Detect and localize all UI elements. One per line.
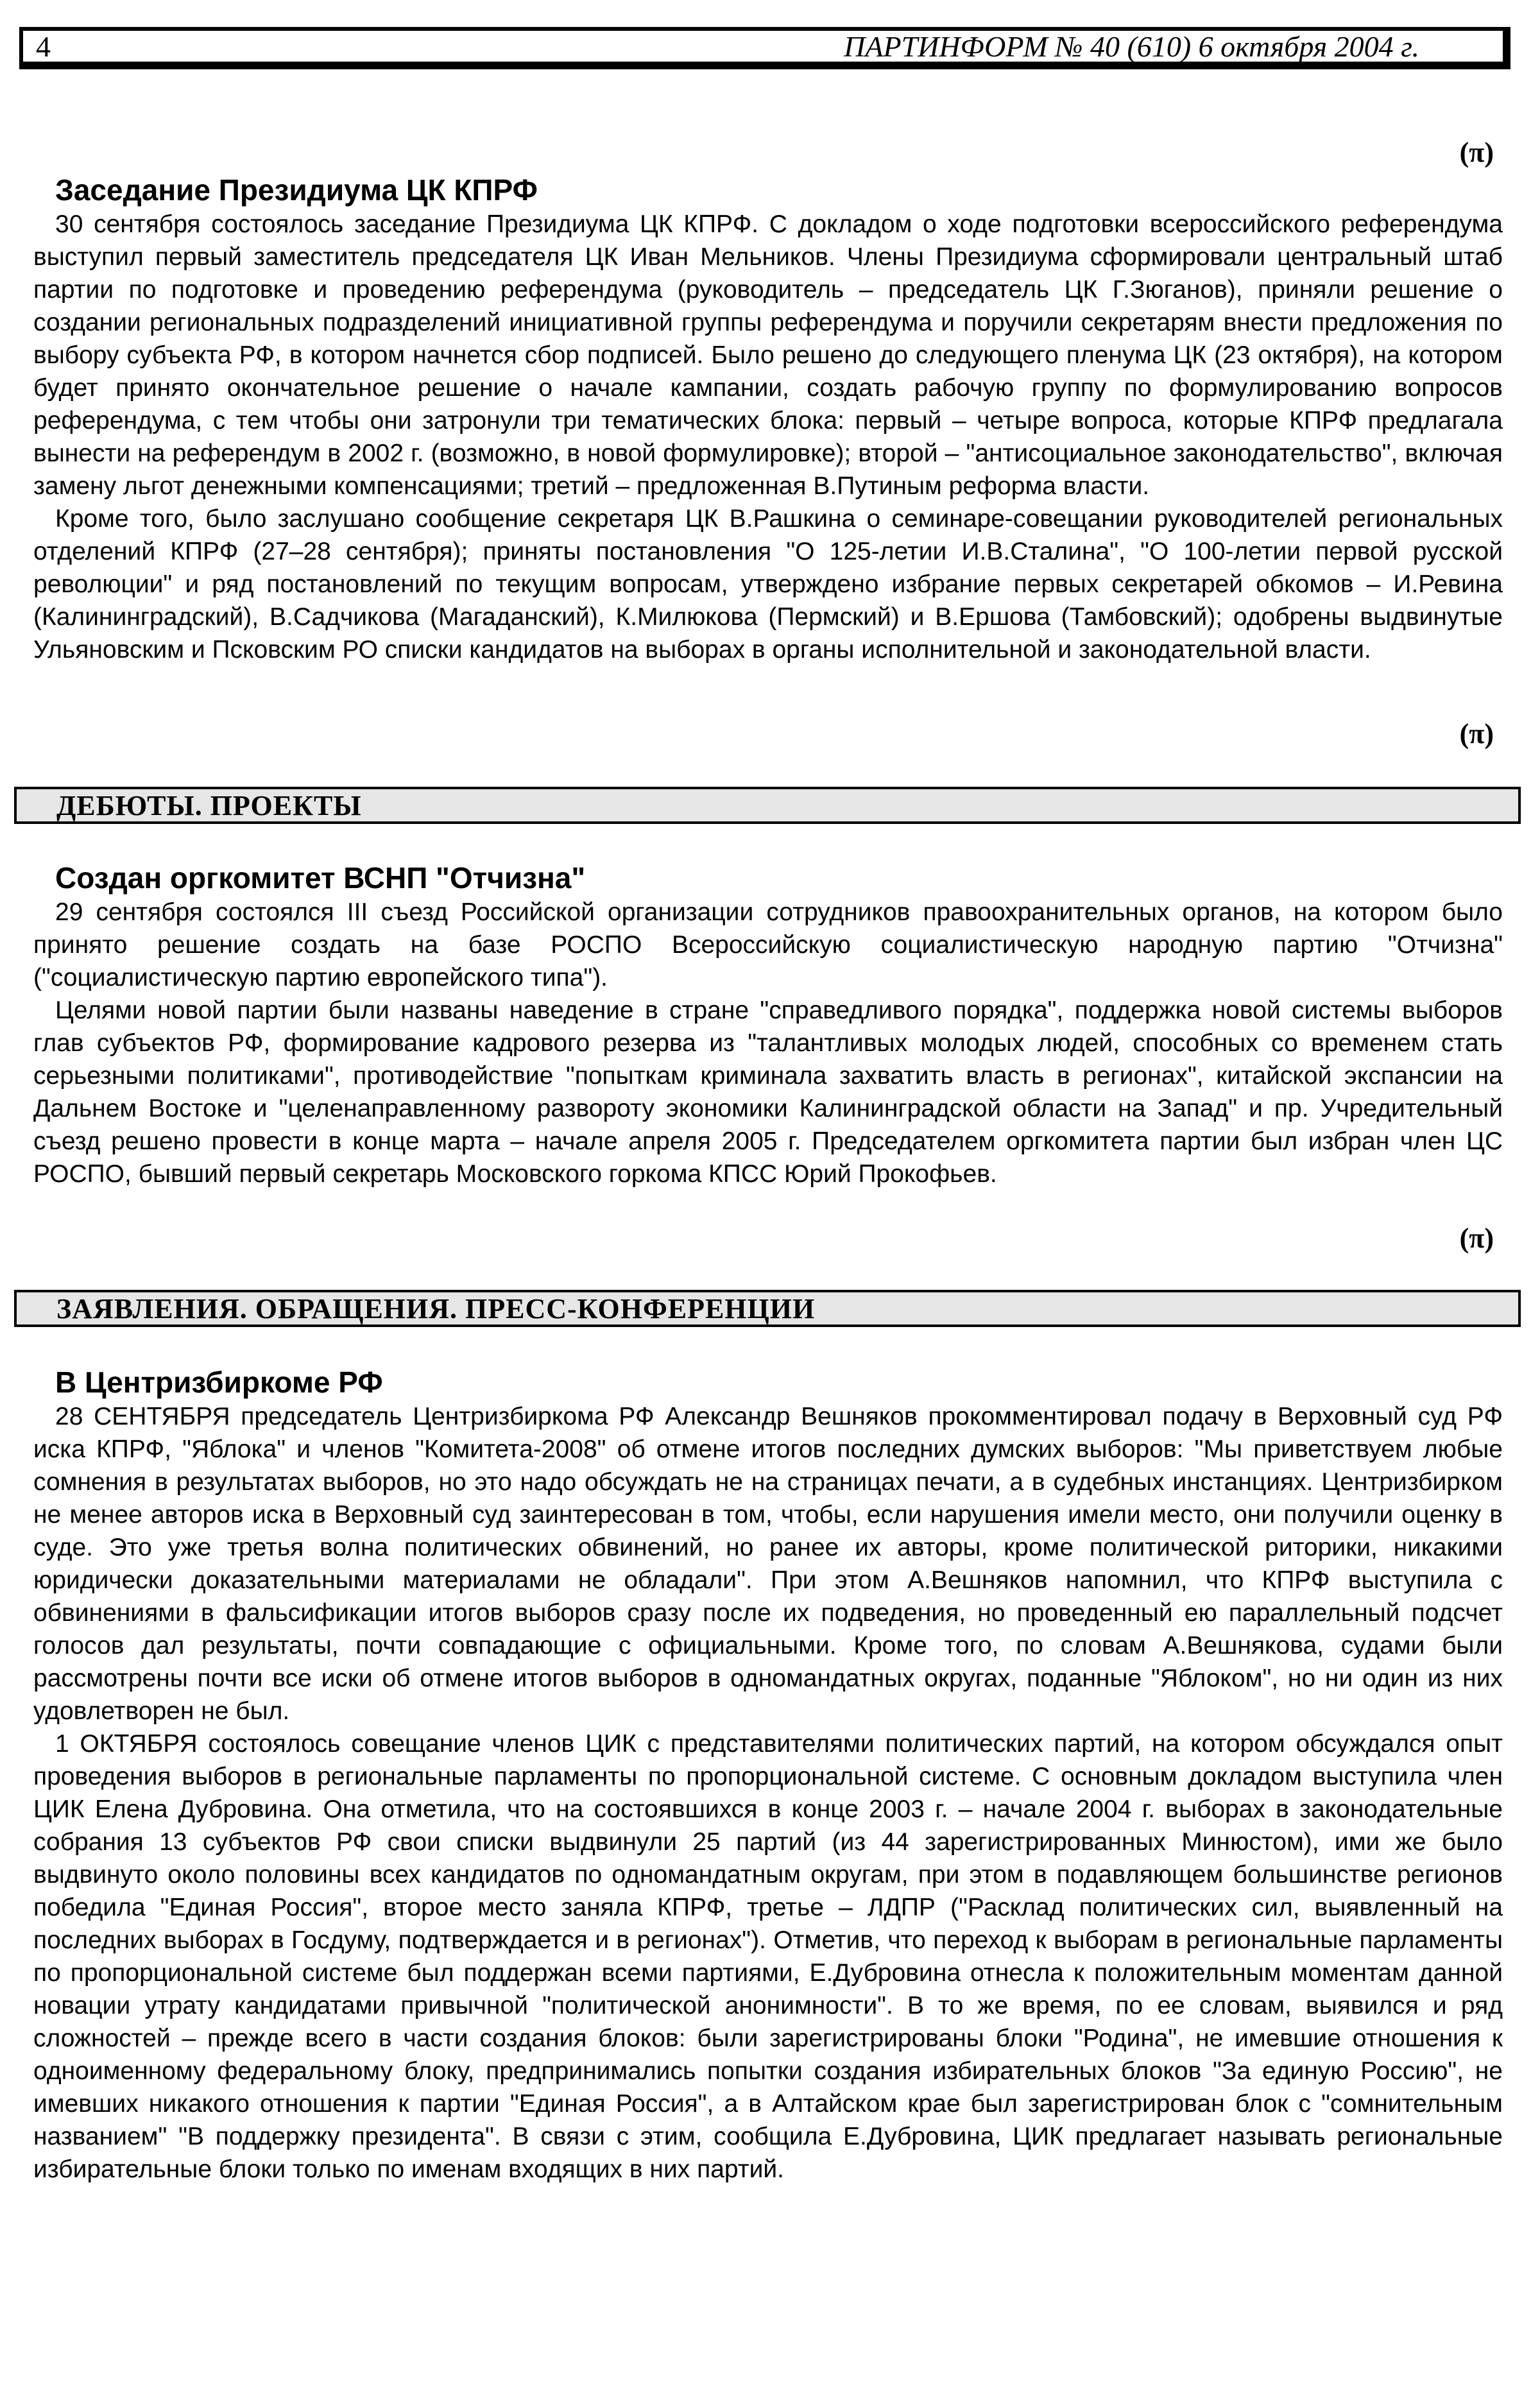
article-paragraph: Кроме того, было заслушано сообщение секретаря ЦК В.Рашкина о семинаре-совещании руководителей региональных отделений КПРФ (27–28 сентября); приняты постановления "О 125-летии И.В.Сталина", "О 100-летии первой русской революции" и ряд постановлений по текущим вопросам, утверждено избрание первых секретарей обкомов – И.Ревина (Калининградский), В.Садчикова (Магаданский), К.Милюкова (Пермский) и В.Ершова (Тамбовский); одобрены выдвинутые Ульяновским и Псковским РО списки кандидатов на выборах в органы исполнительной и законодательной власти.	[33, 505, 1503, 664]
page-number: 4	[36, 30, 51, 63]
article-paragraph: 30 сентября состоялось заседание Президиума ЦК КПРФ. С докладом о ходе подготовки всероссийского референдума выступил первый заместитель председателя ЦК Иван Мельников. Члены Президиума сформировали центральный штаб партии по подготовке и проведению референдума (руководитель – председатель ЦК Г.Зюганов), приняли решение о создании региональных подразделений инициативной группы референдума и поручили секретарям внести предложения по выбору субъекта РФ, в котором начнется сбор подписей. Было решено до следующего пленума ЦК (23 октября), на котором будет принято окончательное решение о начале кампании, создать рабочую группу по формулированию вопросов референдума, с тем чтобы они затронули три тематических блока: первый – четыре вопроса, которые КПРФ предлагала вынести на референдум в 2002 г. (возможно, в новой формулировке); второй – "антисоциальное законодательство", включая замену льгот денежными компенсациями; третий – предложенная В.Путиным реформа власти.	[33, 210, 1503, 500]
article-title: Создан оргкомитет ВСНП "Отчизна"	[55, 861, 586, 895]
source-mark: (π)	[1459, 137, 1494, 168]
article-paragraph: 1 ОКТЯБРЯ состоялось совещание членов ЦИК с представителями политических партий, на котором обсуждался опыт проведения выборов в региональные парламенты по пропорциональной системе. С основным докладом выступила член ЦИК Елена Дубровина. Она отметила, что на состоявшихся в конце 2003 г. – начале 2004 г. выборах в законодательные собрания 13 субъектов РФ свои списки выдвинули 25 партий (из 44 зарегистрированных Минюстом), ими же было выдвинуто около половины всех кандидатов по одномандатным округам, при этом в подавляющем большинстве регионов победила "Единая Россия", второе место заняла КПРФ, третье – ЛДПР ("Расклад политических сил, выявленный на последних выборах в Госдуму, подтверждается и в регионах"). Отметив, что переход к выборам в региональные парламенты по пропорциональной системе был поддержан всеми партиями, Е.Дубровина отнесла к положительным моментам данной новации утрату кандидатами привычной "политической анонимности". В то же время, по ее словам, выявился и ряд сложностей – прежде всего в части создания блоков: были зарегистрированы блоки "Родина", не имевшие отношения к одноименному федеральному блоку, предпринимались попытки создания избирательных блоков "За единую Россию", не имевших никакого отношения к партии "Единая Россия", а в Алтайском крае был зарегистрирован блок с "сомнительным названием" "В поддержку президента". В связи с этим, сообщила Е.Дубровина, ЦИК предлагает называть региональные избирательные блоки только по именам входящих в них партий.	[33, 1730, 1503, 2183]
publication-title: ПАРТИНФОРМ № 40 (610) 6 октября 2004 г.	[844, 30, 1419, 63]
page-header	[19, 27, 1510, 69]
source-mark: (π)	[1459, 718, 1494, 750]
article-paragraph: 29 сентября состоялся III съезд Российской организации сотрудников правоохранительных органов, на котором было принято решение создать на базе РОСПО Всероссийскую социалистическую народную партию "Отчизна" ("социалистическую партию европейского типа").	[33, 898, 1503, 991]
article-paragraph: 28 СЕНТЯБРЯ председатель Центризбиркома РФ Александр Вешняков прокомментировал подачу в Верховный суд РФ иска КПРФ, "Яблока" и членов "Комитета-2008" об отмене итогов последних думских выборов: "Мы приветствуем любые сомнения в результатах выборов, но это надо обсуждать не на страницах печати, а в судебных инстанциях. Центризбирком не менее авторов иска в Верховный суд заинтересован в том, чтобы, если нарушения имели место, они получили оценку в суде. Это уже третья волна политических обвинений, но ранее их авторы, кроме политической риторики, никакими юридически доказательными материалами не обладали". При этом А.Вешняков напомнил, что КПРФ выступила с обвинениями в фальсификации итогов выборов сразу после их подведения, но проведенный ею параллельный подсчет голосов дал результаты, почти совпадающие с официальными. Кроме того, по словам А.Вешнякова, судами были рассмотрены почти все иски об отмене итогов выборов в одномандатных округах, поданные "Яблоком", но ни один из них удовлетворен не был.	[33, 1403, 1503, 1725]
article-title: В Центризбиркоме РФ	[55, 1366, 383, 1399]
article-paragraph: Целями новой партии были названы наведение в стране "справедливого порядка", поддержка новой системы выборов глав субъектов РФ, формирование кадрового резерва из "талантливых молодых людей, способных со временем стать серьезными политиками", противодействие "попыткам криминала захватить власть в регионах", китайской экспансии на Дальнем Востоке и "целенаправленному развороту экономики Калининградской области на Запад" и пр. Учредительный съезд решено провести в конце марта – начале апреля 2005 г. Председателем оргкомитета партии был избран член ЦС РОСПО, бывший первый секретарь Московского горкома КПСС Юрий Прокофьев.	[33, 997, 1503, 1188]
article-title: Заседание Президиума ЦК КПРФ	[55, 173, 538, 207]
article-otchizna	[33, 860, 1503, 1190]
section-header-debuts: ДЕБЮТЫ. ПРОЕКТЫ	[14, 787, 1521, 824]
article-presidium	[33, 172, 1503, 666]
section-header-statements: ЗАЯВЛЕНИЯ. ОБРАЩЕНИЯ. ПРЕСС-КОНФЕРЕНЦИИ	[14, 1290, 1521, 1327]
source-mark: (π)	[1459, 1222, 1494, 1254]
article-cec	[33, 1364, 1503, 2186]
